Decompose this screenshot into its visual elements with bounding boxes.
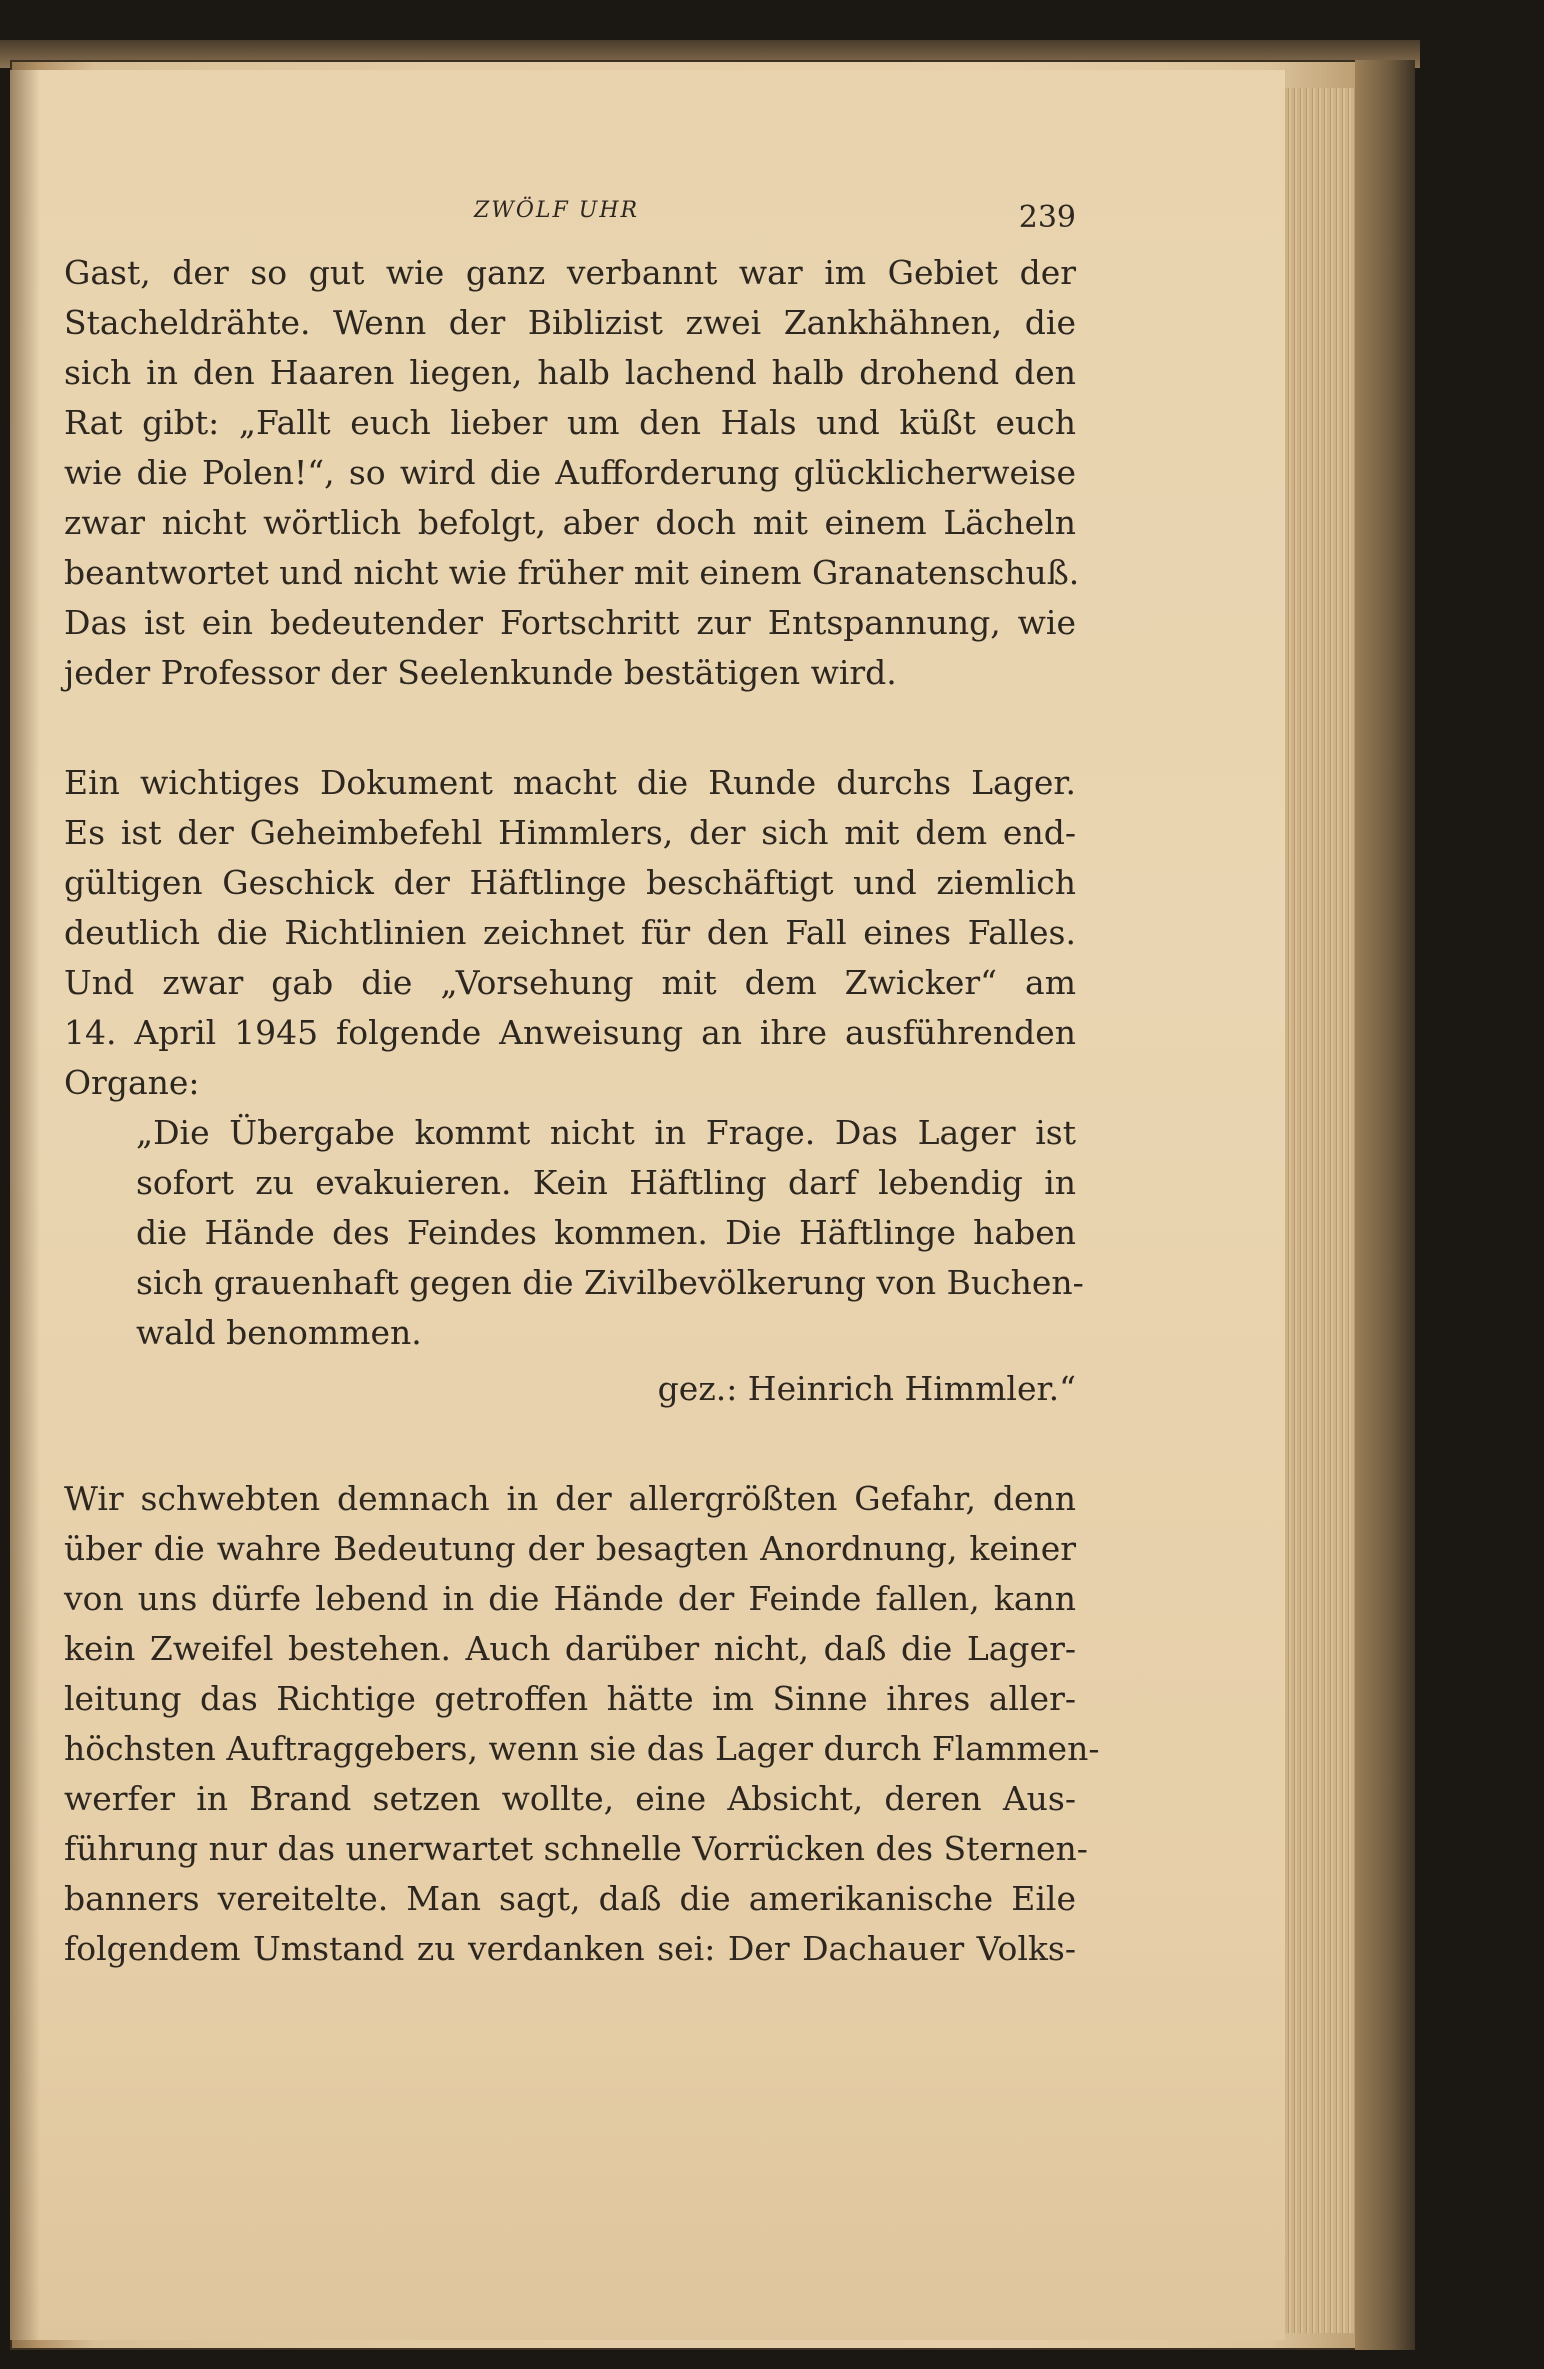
text-line: gültigen Geschick der Häftlinge beschäftigt und ziemlich [64,863,1076,902]
quote-line: wald benommen. [136,1313,422,1352]
text-line: leitung das Richtige getroffen hätte im Sinne ihres aller- [64,1679,1076,1718]
text-line: wie die Polen!“, so wird die Aufforderung glücklicherweise [64,453,1076,492]
quote-line: die Hände des Feindes kommen. Die Häftlinge haben [136,1213,1076,1252]
text-line: werfer in Brand setzen wollte, eine Absicht, deren Aus- [64,1779,1076,1818]
text-line: Es ist der Geheimbefehl Himmlers, der sich mit dem end- [64,813,1076,852]
text-line: von uns dürfe lebend in die Hände der Feinde fallen, kann [64,1579,1076,1618]
page-number: 239 [1018,200,1076,235]
text-line: Gast, der so gut wie ganz verbannt war im Gebiet der [64,253,1076,292]
text-line: Das ist ein bedeutender Fortschritt zur Entspannung, wie [64,603,1076,642]
quote-line: „Die Übergabe kommt nicht in Frage. Das Lager ist [136,1113,1076,1152]
page-edges [1285,88,1355,2333]
text-line: 14. April 1945 folgende Anweisung an ihre ausführenden [64,1013,1076,1052]
text-line: Wir schwebten demnach in der allergrößten Gefahr, denn [64,1479,1076,1518]
quote-line: sich grauenhaft gegen die Zivilbevölkerung von Buchen- [136,1263,1084,1302]
text-line: höchsten Auftraggebers, wenn sie das Lager durch Flammen- [64,1729,1100,1768]
text-line: Und zwar gab die „Vorsehung mit dem Zwicker“ am [64,963,1076,1002]
text-line: Ein wichtiges Dokument macht die Runde durchs Lager. [64,763,1076,802]
text-line: folgendem Umstand zu verdanken sei: Der Dachauer Volks- [64,1929,1076,1968]
text-line: Stacheldrähte. Wenn der Biblizist zwei Zankhähnen, die [64,303,1076,342]
cover-edge [1355,60,1415,2350]
page-header [64,198,1076,238]
gutter-shadow [10,70,40,2340]
text-line: banners vereitelte. Man sagt, daß die amerikanische Eile [64,1879,1076,1918]
text-line: zwar nicht wörtlich befolgt, aber doch mit einem Lächeln [64,503,1076,542]
text-line: Organe: [64,1063,200,1102]
text-line: Rat gibt: „Fallt euch lieber um den Hals und küßt euch [64,403,1076,442]
running-head: ZWÖLF UHR [474,198,640,223]
quote-line: sofort zu evakuieren. Kein Häftling darf lebendig in [136,1163,1076,1202]
text-line: jeder Professor der Seelenkunde bestätigen wird. [64,653,897,692]
text-line: sich in den Haaren liegen, halb lachend halb drohend den [64,353,1076,392]
text-line: über die wahre Bedeutung der besagten Anordnung, keiner [64,1529,1076,1568]
text-line: kein Zweifel bestehen. Auch darüber nicht, daß die Lager- [64,1629,1076,1668]
text-line: deutlich die Richtlinien zeichnet für den Fall eines Falles. [64,913,1076,952]
text-line: beantwortet und nicht wie früher mit einem Granatenschuß. [64,553,1080,592]
signature-line: gez.: Heinrich Himmler.“ [657,1369,1076,1408]
text-line: führung nur das unerwartet schnelle Vorrücken des Sternen- [64,1829,1088,1868]
